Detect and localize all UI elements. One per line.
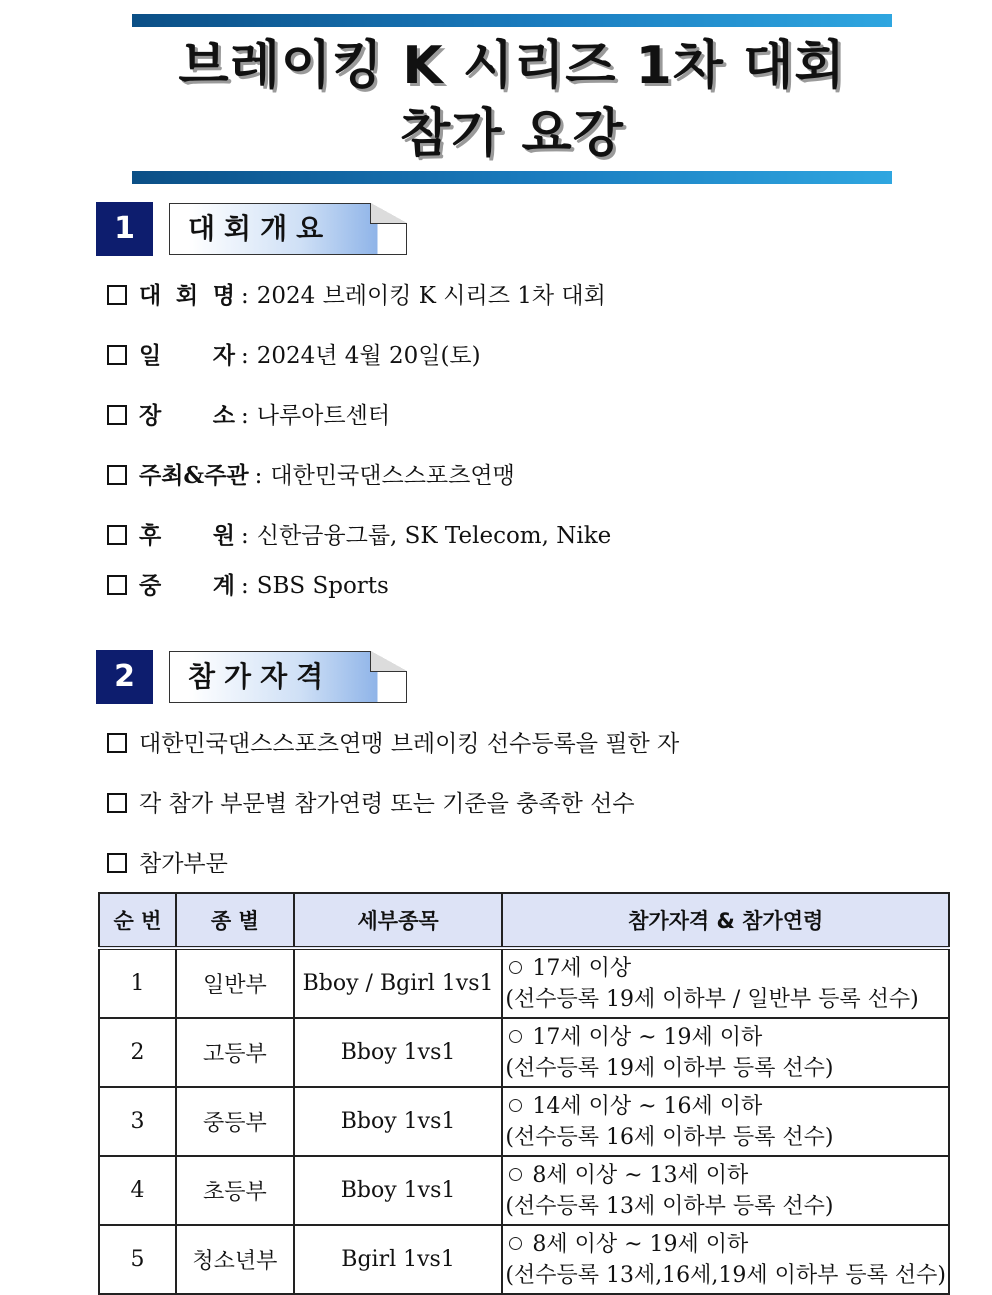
section-1-header <box>169 203 407 255</box>
page-title: 브레이킹 K 시리즈 1차 대회 <box>178 36 846 96</box>
col-header-number: 순 번 <box>99 893 176 948</box>
circle-bullet-icon <box>509 1237 522 1250</box>
cell-number: 5 <box>99 1225 176 1294</box>
section-2-label: 참가자격 <box>188 660 333 693</box>
checkbox-icon <box>107 285 127 305</box>
cell-number: 4 <box>99 1156 176 1225</box>
cell-division: 고등부 <box>176 1018 294 1087</box>
circle-bullet-icon <box>509 1030 522 1043</box>
cell-event: Bboy / Bgirl 1vs1 <box>294 948 503 1018</box>
checkbox-icon <box>107 345 127 365</box>
info-value: SBS Sports <box>256 573 389 599</box>
info-value: 나루아트센터 <box>256 403 391 429</box>
section-2-number: 2 <box>96 650 153 704</box>
checkbox-icon <box>107 853 127 873</box>
col-header-eligibility: 참가자격 & 참가연령 <box>502 893 949 948</box>
info-item-broadcast: 중 계 : SBS Sports <box>107 571 389 601</box>
info-value: 신한금융그룹, SK Telecom, Nike <box>256 523 612 549</box>
info-key: 중 계 <box>139 572 235 599</box>
table-row <box>99 1087 949 1156</box>
division-table <box>98 892 950 1295</box>
section-1-number: 1 <box>96 202 153 256</box>
cell-eligibility: 17세 이상 (선수등록 19세 이하부 / 일반부 등록 선수) <box>502 948 949 1018</box>
cell-event: Bboy 1vs1 <box>294 1018 503 1087</box>
circle-bullet-icon <box>509 1168 522 1181</box>
folded-corner-icon <box>370 203 407 224</box>
cell-event: Bboy 1vs1 <box>294 1087 503 1156</box>
cell-event: Bgirl 1vs1 <box>294 1225 503 1294</box>
cell-eligibility: 14세 이상 ~ 16세 이하 (선수등록 16세 이하부 등록 선수) <box>502 1087 949 1156</box>
checkbox-icon <box>107 575 127 595</box>
cell-number: 2 <box>99 1018 176 1087</box>
info-key: 대 회 명 <box>139 282 235 309</box>
title-bottom-bar <box>132 171 892 184</box>
col-header-division: 종 별 <box>176 893 294 948</box>
section-2-header <box>169 651 407 703</box>
checkbox-icon <box>107 465 127 485</box>
table-row <box>99 1018 949 1087</box>
info-item-date: 일 자 : 2024년 4월 20일(토) <box>107 341 481 371</box>
circle-bullet-icon <box>509 1099 522 1112</box>
info-value: 대한민국댄스스포츠연맹 <box>270 463 515 489</box>
info-key: 주최&주관 <box>139 462 249 489</box>
cell-division: 초등부 <box>176 1156 294 1225</box>
title-top-bar <box>132 14 892 27</box>
info-key: 장 소 <box>139 402 235 429</box>
cell-division: 중등부 <box>176 1087 294 1156</box>
folded-corner-icon <box>370 651 407 672</box>
cell-division: 청소년부 <box>176 1225 294 1294</box>
cell-number: 3 <box>99 1087 176 1156</box>
checkbox-icon <box>107 733 127 753</box>
checkbox-icon <box>107 405 127 425</box>
info-item-organizer: 주최&주관 : 대한민국댄스스포츠연맹 <box>107 461 515 491</box>
circle-bullet-icon <box>509 961 522 974</box>
section-1-label: 대회개요 <box>188 212 333 245</box>
eligibility-item: 참가부문 <box>107 849 228 879</box>
info-key: 일 자 <box>139 342 235 369</box>
info-item-venue: 장 소 : 나루아트센터 <box>107 401 390 431</box>
table-row <box>99 1156 949 1225</box>
info-key: 후 원 <box>139 522 235 549</box>
cell-division: 일반부 <box>176 948 294 1018</box>
cell-number: 1 <box>99 948 176 1018</box>
cell-eligibility: 8세 이상 ~ 19세 이하 (선수등록 13세,16세,19세 이하부 등록 선수) <box>502 1225 949 1294</box>
table-row <box>99 1225 949 1294</box>
info-item-sponsor: 후 원 : 신한금융그룹, SK Telecom, Nike <box>107 521 611 551</box>
cell-event: Bboy 1vs1 <box>294 1156 503 1225</box>
table-row <box>99 948 949 1018</box>
cell-eligibility: 17세 이상 ~ 19세 이하 (선수등록 19세 이하부 등록 선수) <box>502 1018 949 1087</box>
col-header-event: 세부종목 <box>294 893 503 948</box>
checkbox-icon <box>107 525 127 545</box>
info-item-name: 대 회 명 : 2024 브레이킹 K 시리즈 1차 대회 <box>107 281 606 311</box>
checkbox-icon <box>107 793 127 813</box>
info-value: 2024 브레이킹 K 시리즈 1차 대회 <box>256 283 606 309</box>
info-value: 2024년 4월 20일(토) <box>256 343 481 369</box>
eligibility-item: 대한민국댄스스포츠연맹 브레이킹 선수등록을 필한 자 <box>107 729 679 759</box>
cell-eligibility: 8세 이상 ~ 13세 이하 (선수등록 13세 이하부 등록 선수) <box>502 1156 949 1225</box>
eligibility-item: 각 참가 부문별 참가연령 또는 기준을 충족한 선수 <box>107 789 635 819</box>
page-subtitle: 참가 요강 <box>399 104 625 164</box>
table-header-row <box>99 893 949 948</box>
